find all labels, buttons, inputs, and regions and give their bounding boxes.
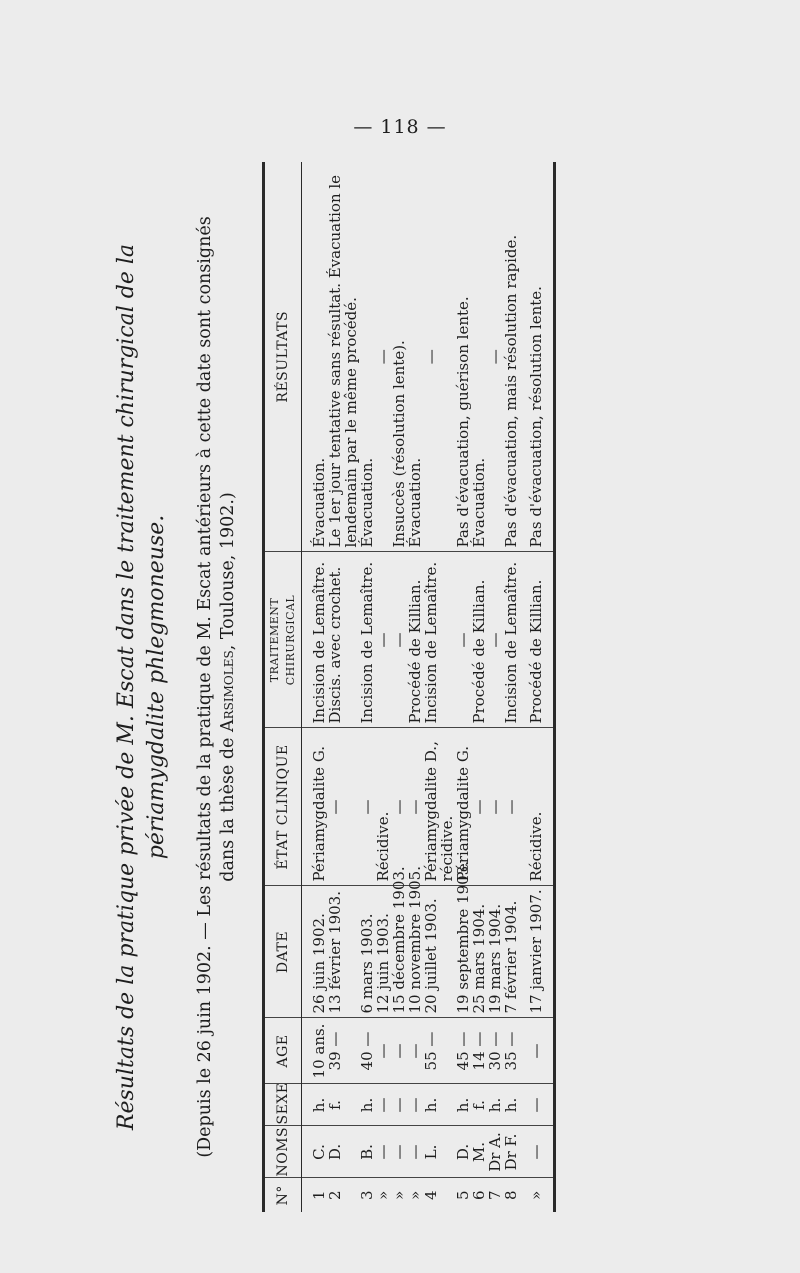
- table-row: [359, 162, 375, 1212]
- rotated-content: [112, 162, 697, 1212]
- cell-nom: B.: [359, 1126, 375, 1178]
- cell-resultat: Insuccès (résolution lente).: [391, 162, 407, 552]
- table-header-row: [264, 162, 302, 1212]
- cell-date: 19 septembre 1903.: [455, 886, 471, 1018]
- cell-resultat: Pas d'évacuation, mais résolution rapide.: [503, 162, 519, 552]
- cell-resultat: —: [423, 162, 455, 552]
- header-noms: NOMS: [264, 1126, 302, 1178]
- cell-etat: Périamygdalite D., récidive.: [423, 728, 455, 886]
- table-row: [311, 162, 327, 1212]
- caption-note: [194, 202, 240, 1172]
- cell-age: —: [391, 1018, 407, 1084]
- cell-resultat: —: [487, 162, 503, 552]
- cell-no: »: [527, 1190, 545, 1200]
- cell-resultat: Pas d'évacuation, guérison lente.: [455, 162, 471, 552]
- cell-etat: —: [407, 728, 423, 886]
- cell-date: 12 juin 1903.: [375, 886, 391, 1018]
- cell-traitement: Incision de Lemaître.: [311, 552, 327, 728]
- cell-traitement: Procédé de Killian.: [471, 552, 487, 728]
- header-resultats: RÉSULTATS: [264, 162, 302, 552]
- cell-etat: Récidive.: [528, 728, 544, 886]
- cell-nom: —: [528, 1126, 544, 1178]
- table-row: [375, 162, 391, 1212]
- cell-sexe: f.: [471, 1084, 487, 1126]
- cell-no: »: [374, 1190, 392, 1200]
- table-row: [455, 162, 471, 1212]
- cell-sexe: h.: [503, 1084, 519, 1126]
- cell-traitement: Procédé de Killian.: [528, 552, 544, 728]
- cell-date: 19 mars 1904.: [487, 886, 503, 1018]
- cell-traitement: —: [455, 552, 471, 728]
- cell-sexe: —: [528, 1084, 544, 1126]
- cell-no: 1: [310, 1190, 328, 1201]
- header-traitement: TRAITEMENT CHIRURGICAL: [264, 552, 302, 728]
- table-row: [407, 162, 423, 1212]
- cell-no: 6: [470, 1190, 488, 1201]
- cell-nom: —: [375, 1126, 391, 1178]
- cell-nom: D.: [327, 1126, 359, 1178]
- cell-nom: —: [391, 1126, 407, 1178]
- cell-age: —: [407, 1018, 423, 1084]
- cell-traitement: —: [375, 552, 391, 728]
- cell-resultat: Le 1er jour tentative sans résultat. Évacuation le lendemain par le même procédé.: [327, 162, 359, 552]
- cell-traitement: Discis. avec crochet.: [327, 552, 359, 728]
- cell-etat: Périamygdalite G.: [311, 728, 327, 886]
- cell-no: 5: [454, 1190, 472, 1201]
- cell-nom: D.: [455, 1126, 471, 1178]
- cell-age: 40 —: [359, 1018, 375, 1084]
- cell-age: 39 —: [327, 1018, 359, 1084]
- cell-etat: —: [471, 728, 487, 886]
- cell-sexe: h.: [423, 1084, 455, 1126]
- cell-age: 45 —: [455, 1018, 471, 1084]
- page-number: — 118 —: [353, 116, 447, 138]
- cell-etat: Récidive.: [375, 728, 391, 886]
- cell-traitement: Incision de Lemaître.: [359, 552, 375, 728]
- table-row: [471, 162, 487, 1212]
- cell-date: 10 novembre 1905.: [407, 886, 423, 1018]
- cell-no: »: [406, 1190, 424, 1200]
- cell-traitement: Incision de Lemaître.: [503, 552, 519, 728]
- cell-resultat: Évacuation.: [471, 162, 487, 552]
- table-row: [503, 162, 519, 1212]
- cell-sexe: h.: [487, 1084, 503, 1126]
- header-etat-clinique: ÉTAT CLINIQUE: [264, 728, 302, 886]
- cell-no: 2: [326, 1190, 344, 1201]
- cell-resultat: Évacuation.: [311, 162, 327, 552]
- cell-resultat: Évacuation.: [407, 162, 423, 552]
- cell-resultat: Pas d'évacuation, résolution lente.: [528, 162, 544, 552]
- cell-date: 26 juin 1902.: [311, 886, 327, 1018]
- cell-no: 4: [422, 1190, 440, 1201]
- cell-sexe: h.: [359, 1084, 375, 1126]
- cell-sexe: h.: [455, 1084, 471, 1126]
- cell-nom: C.: [311, 1126, 327, 1178]
- cell-sexe: —: [407, 1084, 423, 1126]
- cell-date: 25 mars 1904.: [471, 886, 487, 1018]
- cell-date: 13 février 1903.: [327, 886, 359, 1018]
- cell-nom: M.: [471, 1126, 487, 1178]
- cell-date: 7 février 1904.: [503, 886, 519, 1018]
- caption-note-end: , Toulouse, 1902.): [218, 492, 238, 651]
- cell-sexe: h.: [311, 1084, 327, 1126]
- cell-traitement: Incision de Lemaître.: [423, 552, 455, 728]
- table-caption: [112, 162, 277, 1212]
- cell-date: 6 mars 1903.: [359, 886, 375, 1018]
- header-sexe: SEXE: [264, 1084, 302, 1126]
- cell-age: 14 —: [471, 1018, 487, 1084]
- header-date: DATE: [264, 886, 302, 1018]
- header-no: N°: [264, 1178, 302, 1212]
- cell-etat: —: [359, 728, 375, 886]
- table-row: [528, 162, 544, 1212]
- results-table: [262, 162, 556, 1212]
- caption-note-text: (Depuis le 26 juin 1902. — Les résultats de la pratique de M. Escat antérieurs à cette date sont consignés dans la thèse de: [195, 216, 238, 1158]
- cell-traitement: —: [391, 552, 407, 728]
- cell-sexe: f.: [327, 1084, 359, 1126]
- cell-sexe: —: [375, 1084, 391, 1126]
- cell-age: 55 —: [423, 1018, 455, 1084]
- cell-resultat: Évacuation.: [359, 162, 375, 552]
- cell-sexe: —: [391, 1084, 407, 1126]
- cell-age: —: [528, 1018, 544, 1084]
- table-row: [423, 162, 455, 1212]
- table-row: [391, 162, 407, 1212]
- cell-nom: Dr A.: [487, 1126, 503, 1178]
- cell-date: 15 décembre 1903.: [391, 886, 407, 1018]
- cell-etat: —: [487, 728, 503, 886]
- cell-nom: Dr F.: [503, 1126, 519, 1178]
- caption-title: Résultats de la pratique privée de M. Escat dans le traitement chirurgical de la périamygdalite phlegmoneuse.: [114, 243, 169, 1131]
- cell-no: 3: [358, 1190, 376, 1201]
- cell-traitement: Procédé de Killian.: [407, 552, 423, 728]
- cell-age: 10 ans.: [311, 1018, 327, 1084]
- cell-etat: —: [327, 728, 359, 886]
- cell-no: »: [390, 1190, 408, 1200]
- table-row: [327, 162, 359, 1212]
- results-table-container: [262, 162, 704, 1212]
- cell-resultat: —: [375, 162, 391, 552]
- caption-note-author: Arsimoles: [218, 650, 238, 733]
- cell-age: 30 —: [487, 1018, 503, 1084]
- table-row: [487, 162, 503, 1212]
- cell-nom: —: [407, 1126, 423, 1178]
- cell-etat: —: [391, 728, 407, 886]
- cell-etat: Périamygdalite G.: [455, 728, 471, 886]
- cell-no: 7: [486, 1190, 504, 1201]
- cell-nom: L.: [423, 1126, 455, 1178]
- cell-traitement: —: [487, 552, 503, 728]
- header-age: AGE: [264, 1018, 302, 1084]
- cell-age: —: [375, 1018, 391, 1084]
- cell-etat: —: [503, 728, 519, 886]
- cell-no: 8: [502, 1190, 520, 1201]
- cell-date: 17 janvier 1907.: [528, 886, 544, 1018]
- cell-age: 35 —: [503, 1018, 519, 1084]
- cell-date: 20 juillet 1903.: [423, 886, 455, 1018]
